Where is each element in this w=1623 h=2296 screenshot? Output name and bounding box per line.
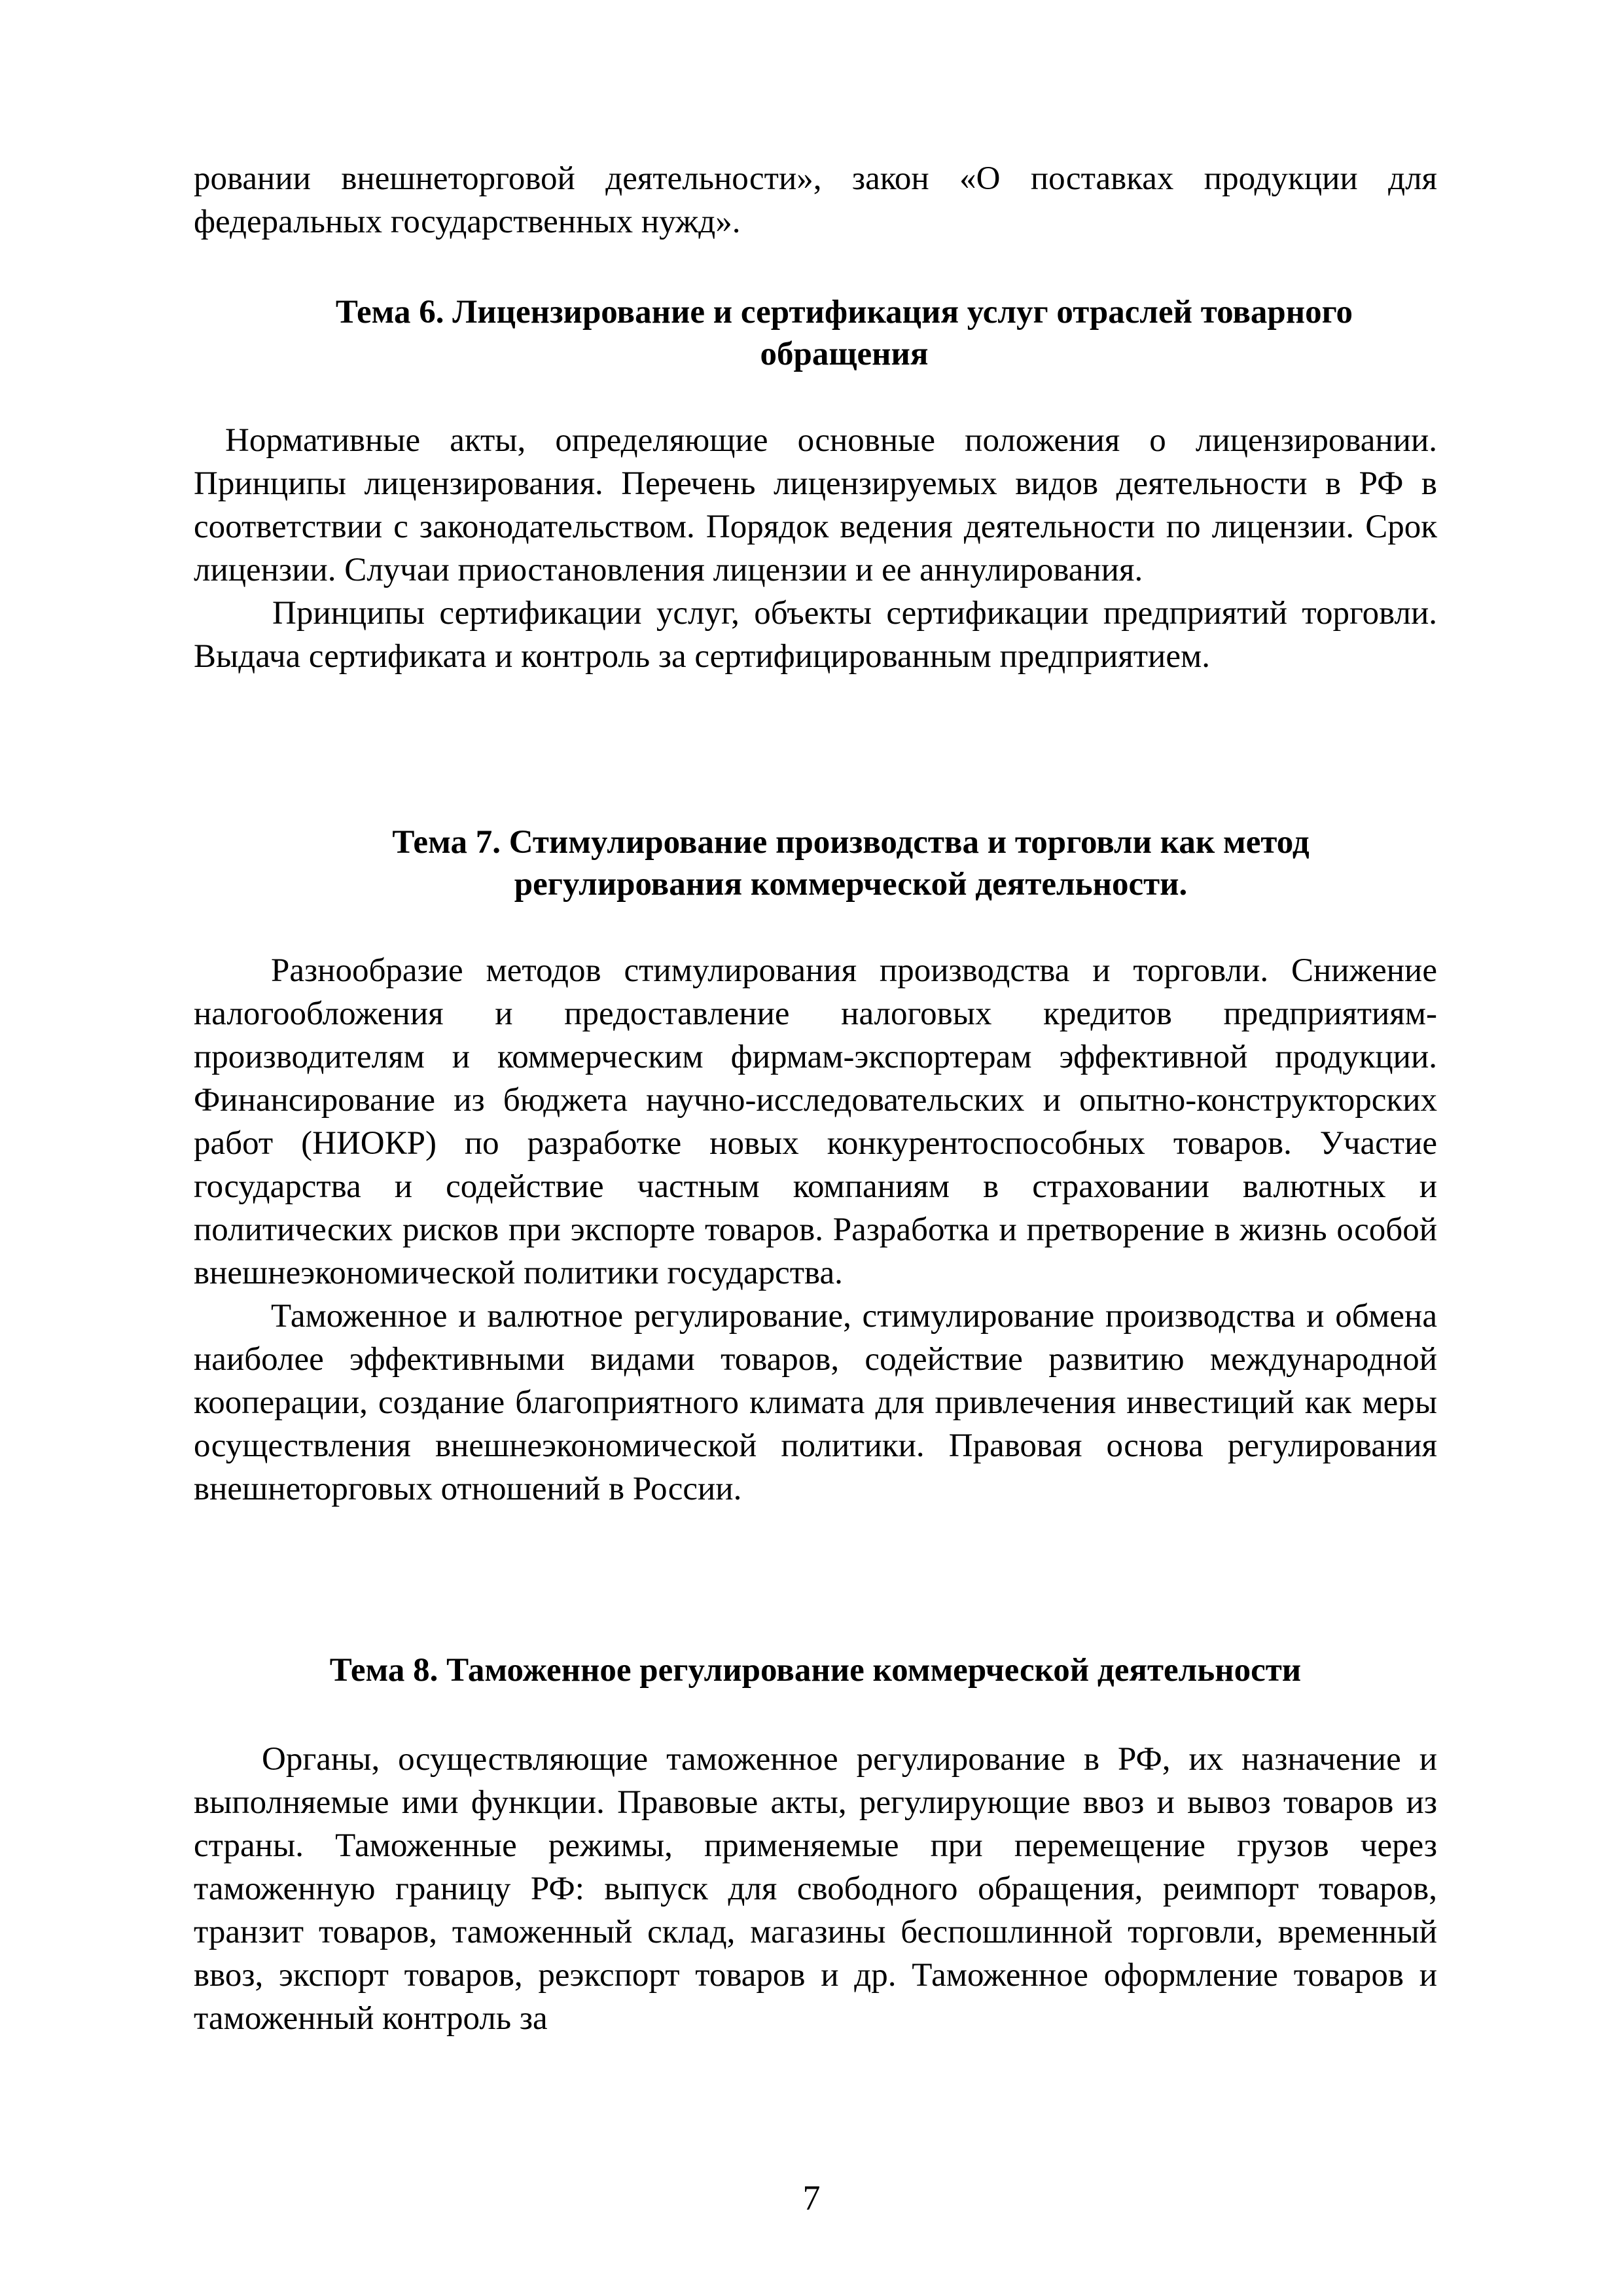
topic-6-body bbox=[194, 419, 1437, 678]
topic-7-body bbox=[194, 949, 1437, 1511]
topic-7-heading: Тема 7. Стимулирование производства и торговли как метод регулирования коммерческой деятельности. bbox=[392, 824, 1310, 903]
page-number: 7 bbox=[802, 2178, 821, 2217]
topic-8-body bbox=[194, 1738, 1437, 2040]
topic-7-paragraph-2: Таможенное и валютное регулирование, стимулирование производства и обмена наиболее эффективными видами товаров, содействие развитию международной кооперации, создание благоприятного климата для привлечения инвестиций как меры осуществления внешнеэкономической политики. Правовая основа регулирования внешнеторговых отношений в России. bbox=[194, 1298, 1437, 1507]
topic-6-heading: Тема 6. Лицензирование и сертификация услуг отраслей товарного обращения bbox=[335, 294, 1353, 372]
topic-7-paragraph-1: Разнообразие методов стимулирования производства и торговли. Снижение налогообложения и предоставление налоговых кредитов предприятиям-производителям и коммерческим фирмам-экспортерам эффективной продукции. Финансирование из бюджета научно-исследовательских и опытно-конструкторских работ (НИОКР) по разработке новых конкурентоспособных товаров. Участие государства и содействие частным компаниям в страховании валютных и политических рисков при экспорте товаров. Разработка и претворение в жизнь особой внешнеэкономической политики государства. bbox=[194, 952, 1437, 1291]
topic-8-heading: Тема 8. Таможенное регулирование коммерческой деятельности bbox=[329, 1652, 1302, 1689]
intro-section bbox=[194, 157, 1437, 243]
topic-8-paragraph-1: Органы, осуществляющие таможенное регулирование в РФ, их назначение и выполняемые ими функции. Правовые акты, регулирующие ввоз и вывоз товаров из страны. Таможенные режимы, применяемые при перемещение грузов через таможенную границу РФ: выпуск для свободного обращения, реимпорт товаров, транзит товаров, таможенный склад, магазины беспошлинной торговли, временный ввоз, экспорт товаров, реэкспорт товаров и др. Таможенное оформление товаров и таможенный контроль за bbox=[194, 1741, 1437, 2037]
topic-6-paragraph-2: Принципы сертификации услуг, объекты сертификации предприятий торговли. Выдача сертификата и контроль за сертифицированным предприятием. bbox=[194, 595, 1437, 675]
intro-paragraph: ровании внешнеторговой деятельности», закон «О поставках продукции для федеральных государственных нужд». bbox=[194, 160, 1437, 240]
topic-6-paragraph-1: Нормативные акты, определяющие основные положения о лицензировании. Принципы лицензирования. Перечень лицензируемых видов деятельности в РФ в соответствии с законодательством. Порядок ведения деятельности по лицензии. Срок лицензии. Случаи приостановления лицензии и ее аннулирования. bbox=[194, 422, 1437, 588]
